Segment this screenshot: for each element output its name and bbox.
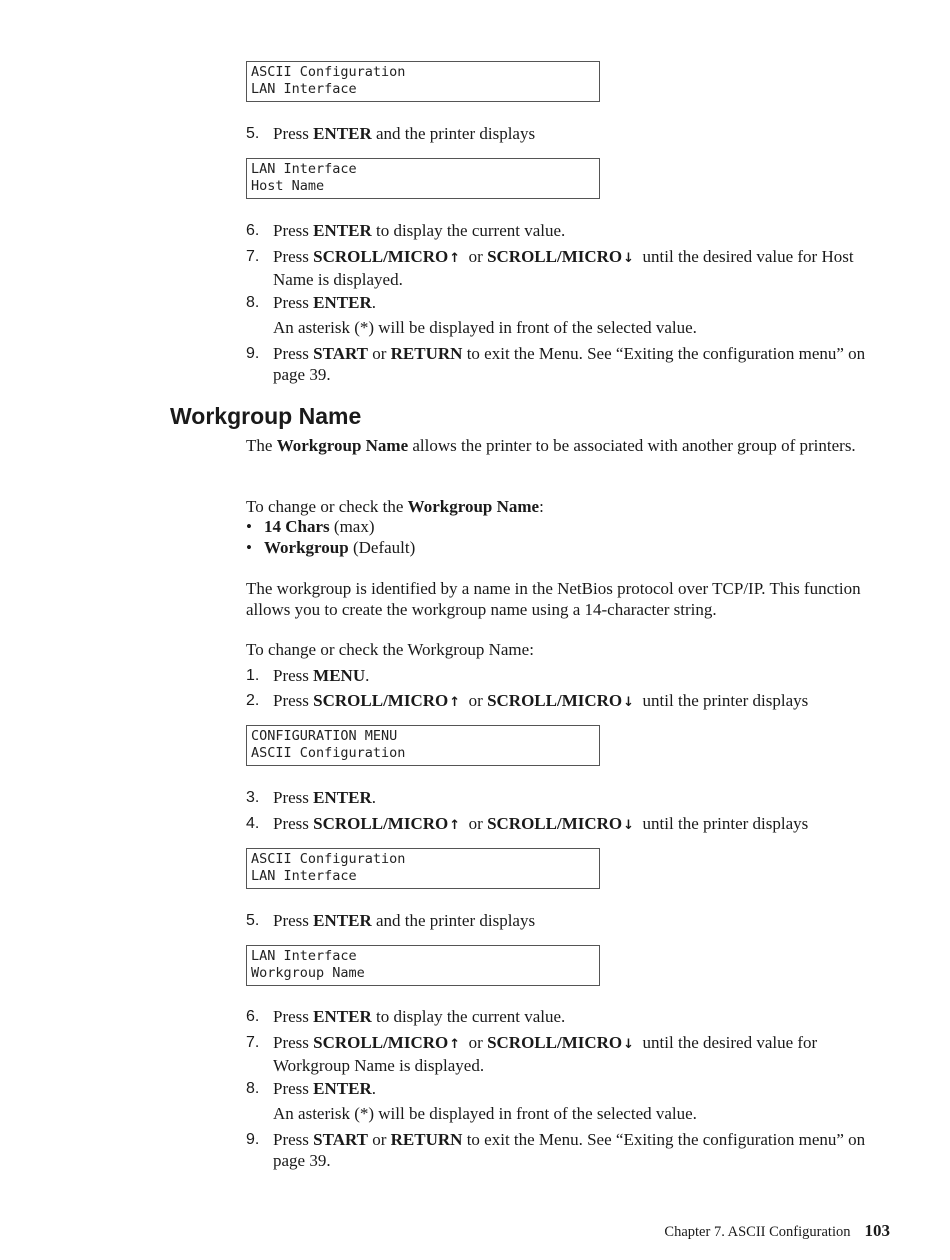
- step-5: 5. Press ENTER and the printer displays: [246, 124, 536, 143]
- lcd-display: [246, 848, 600, 889]
- step-8: 8. Press ENTER.: [246, 1079, 376, 1098]
- list-item: • Workgroup (Default): [246, 538, 416, 557]
- lcd-display: [246, 158, 600, 199]
- list-item: • 14 Chars (max): [246, 517, 375, 536]
- step-7: 7. Press SCROLL/MICRO↑ or SCROLL/MICRO↓ until the desired value for Workgroup Name is displayed.: [246, 1033, 818, 1075]
- change-paragraph-2: To change or check the Workgroup Name:: [246, 640, 534, 659]
- page-number: 103: [864, 1221, 890, 1240]
- page-footer: [664, 1221, 890, 1241]
- description-paragraph: The workgroup is identified by a name in the NetBios protocol over TCP/IP. This function allows you to create the workgroup name using a 14-character string.: [246, 579, 861, 619]
- step-9: 9. Press START or RETURN to exit the Menu. See “Exiting the configuration menu” on page 39.: [246, 344, 866, 384]
- lcd-line-2: LAN Interface: [251, 81, 357, 97]
- lcd-line-1: ASCII Configuration: [251, 64, 406, 80]
- section-title: Workgroup Name: [170, 403, 362, 429]
- step-note: An asterisk (*) will be displayed in front of the selected value.: [273, 318, 697, 337]
- down-arrow-icon: ↓: [623, 1037, 635, 1052]
- intro-paragraph: The Workgroup Name allows the printer to be associated with another group of printers.: [246, 436, 856, 455]
- step-note: An asterisk (*) will be displayed in front of the selected value.: [273, 1104, 697, 1123]
- step-5: 5. Press ENTER and the printer displays: [246, 911, 536, 930]
- lcd-display: [246, 61, 600, 102]
- lcd-line-1: LAN Interface: [251, 948, 357, 964]
- up-arrow-icon: ↑: [449, 695, 461, 710]
- step-2: 2. Press SCROLL/MICRO↑ or SCROLL/MICRO↓ until the printer displays: [246, 691, 809, 710]
- lcd-line-1: ASCII Configuration: [251, 851, 406, 867]
- lcd-line-2: Workgroup Name: [251, 965, 365, 981]
- up-arrow-icon: ↑: [449, 818, 461, 833]
- lcd-line-2: LAN Interface: [251, 868, 357, 884]
- step-9: 9. Press START or RETURN to exit the Menu. See “Exiting the configuration menu” on page 39.: [246, 1130, 866, 1170]
- down-arrow-icon: ↓: [623, 695, 635, 710]
- step-3: 3. Press ENTER.: [246, 788, 376, 807]
- down-arrow-icon: ↓: [623, 818, 635, 833]
- step-1: 1. Press MENU.: [246, 666, 370, 685]
- down-arrow-icon: ↓: [623, 251, 635, 266]
- lcd-line-2: Host Name: [251, 178, 325, 194]
- up-arrow-icon: ↑: [449, 1037, 461, 1052]
- lcd-display: [246, 725, 600, 766]
- lcd-line-1: LAN Interface: [251, 161, 357, 177]
- lcd-display: [246, 945, 600, 986]
- step-7: 7. Press SCROLL/MICRO↑ or SCROLL/MICRO↓ until the desired value for Host Name is displayed.: [246, 247, 854, 289]
- step-4: 4. Press SCROLL/MICRO↑ or SCROLL/MICRO↓ until the printer displays: [246, 814, 809, 833]
- lcd-line-1: CONFIGURATION MENU: [251, 728, 398, 744]
- step-6: 6. Press ENTER to display the current value.: [246, 221, 566, 240]
- chapter-title: Chapter 7. ASCII Configuration: [664, 1224, 851, 1240]
- step-8: 8. Press ENTER.: [246, 293, 376, 312]
- lcd-line-2: ASCII Configuration: [251, 745, 406, 761]
- up-arrow-icon: ↑: [449, 251, 461, 266]
- step-6: 6. Press ENTER to display the current value.: [246, 1007, 566, 1026]
- change-paragraph: To change or check the Workgroup Name:: [246, 497, 544, 516]
